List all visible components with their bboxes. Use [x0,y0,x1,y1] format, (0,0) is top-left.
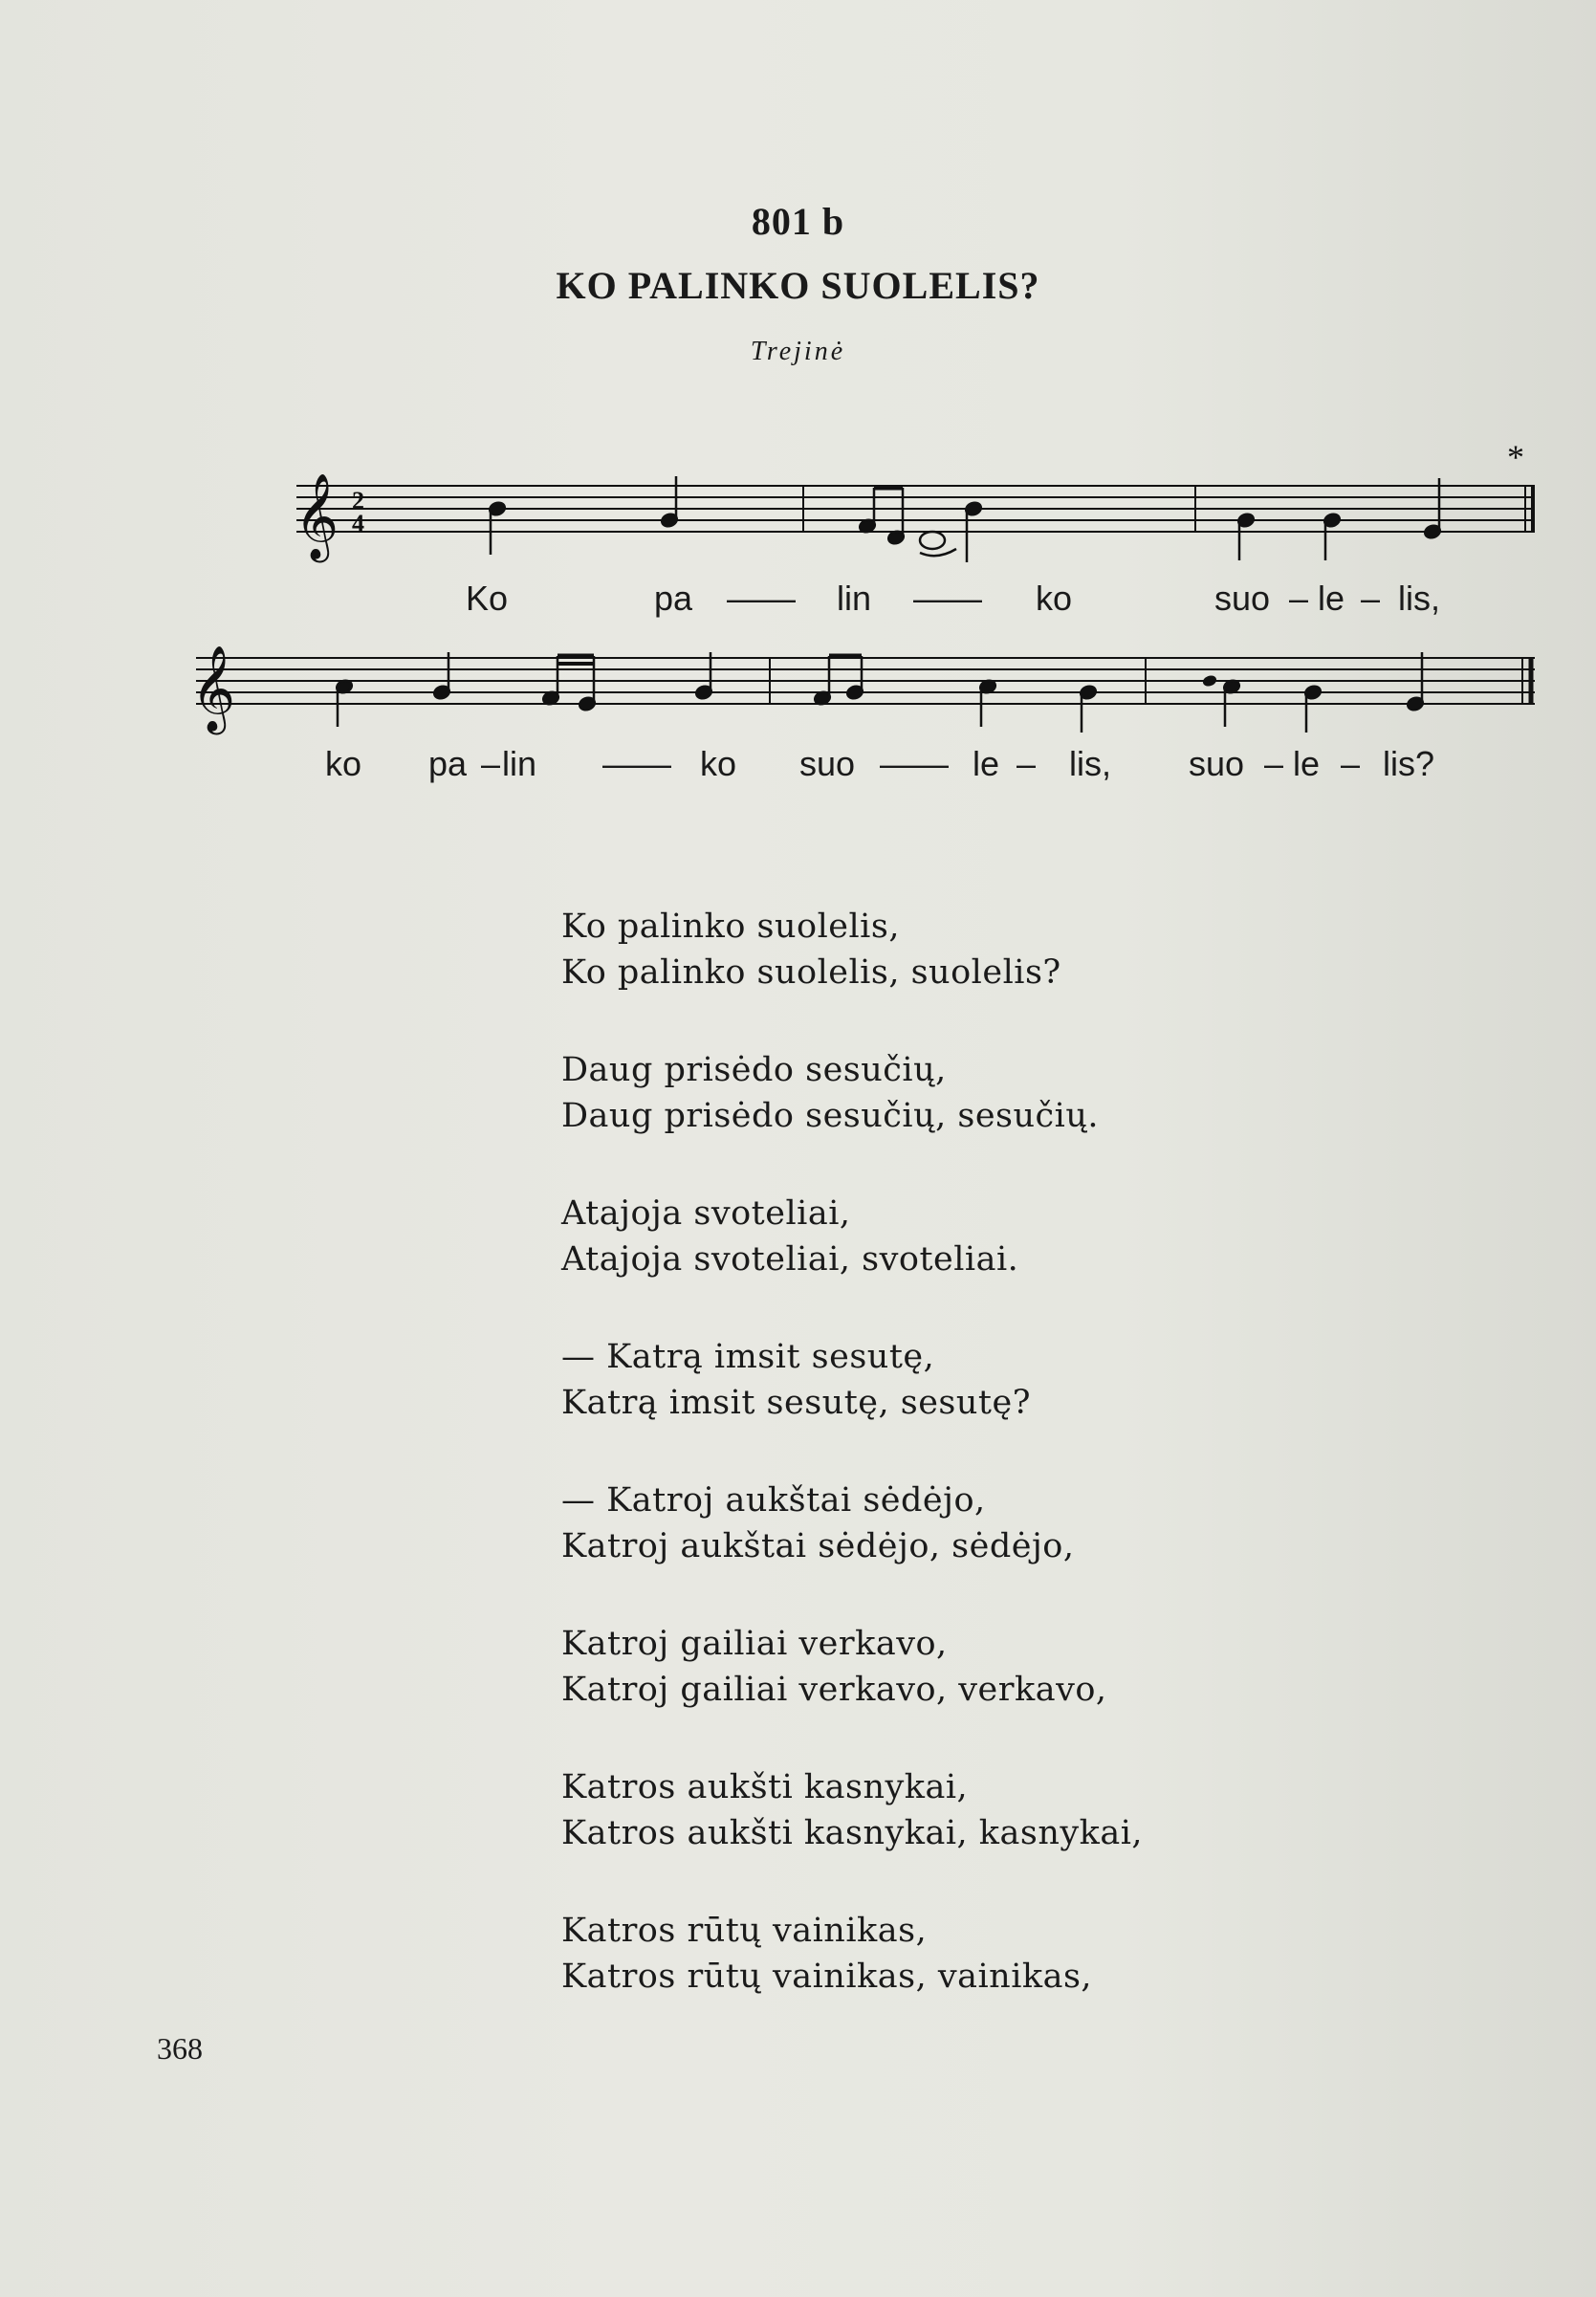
lyric-syllable: lin [502,744,537,783]
lyric-syllable: lis? [1383,744,1435,783]
poem-line: Daug prisėdo sesučių, [561,1051,947,1089]
lyric-syllable: ko [325,744,362,783]
poem-line: Katros aukšti kasnykai, [561,1768,969,1806]
stanza [561,1621,1422,1713]
poem-line: Atajoja svoteliai, svoteliai. [561,1240,1019,1279]
stanza [561,1334,1422,1426]
lyric-syllable: lis, [1069,744,1111,783]
lyric-syllable: suo [1214,579,1271,618]
lyric-syllable: le [973,744,1000,783]
song-title: KO PALINKO SUOLELIS? [556,264,1040,307]
staff-1 [296,486,1535,532]
lyric-hyphen: —— [727,579,796,618]
poem-line: Ko palinko suolelis, [561,908,900,946]
song-subtitle: Trejinė [750,337,846,366]
lyric-syllable: suo [1189,744,1245,783]
treble-clef-icon: 𝄞 [191,645,236,732]
lyric-syllable: ko [700,744,737,783]
footnote-mark: * [1507,440,1524,476]
poem-line: Katroj gailiai verkavo, verkavo, [561,1671,1107,1709]
lyric-syllable: lin [837,579,872,618]
poem-line: Katroj aukštai sėdėjo, sėdėjo, [561,1527,1075,1565]
lyric-syllable: le [1293,744,1321,783]
poem-line: — Katrą imsit sesutę, [561,1338,935,1376]
stanza [561,1191,1422,1282]
lyric-syllable: Ko [466,579,509,618]
stanza [561,1047,1422,1139]
stanza [561,1908,1422,2000]
lyric-syllable: suo [799,744,856,783]
lyric-hyphen: – [1017,744,1037,783]
stanza [561,1477,1422,1569]
staff-2 [196,658,1535,704]
page-number: 368 [157,2031,203,2066]
stanza [561,904,1422,995]
stanza [561,1764,1422,1856]
lyric-hyphen: —— [880,744,949,783]
lyric-syllable: ko [1036,579,1073,618]
poem-line: Atajoja svoteliai, [561,1194,851,1233]
lyric-syllable: lis, [1398,579,1440,618]
lyric-hyphen: – [1341,744,1361,783]
lyric-hyphen: – [1361,579,1381,618]
poem-line: Daug prisėdo sesučių, sesučių. [561,1097,1100,1135]
poem-line: Katros aukšti kasnykai, kasnykai, [561,1814,1144,1852]
poem-line: Ko palinko suolelis, suolelis? [561,953,1061,992]
poem-line: Katros rūtų vainikas, [561,1912,928,1950]
poem-line: — Katroj aukštai sėdėjo, [561,1481,986,1520]
lyric-syllable: pa [428,744,468,783]
poem-line: Katroj gailiai verkavo, [561,1625,948,1663]
lyric-hyphen: —— [602,744,671,783]
lyric-hyphen: – [1264,744,1284,783]
lyric-syllable: pa [654,579,693,618]
lyric-hyphen: – [481,744,501,783]
lyric-hyphen: —— [913,579,982,618]
svg-text:2: 2 [352,487,364,514]
poem-body [561,904,1422,2051]
treble-clef-icon: 𝄞 [295,473,339,559]
song-number: 801 b [751,200,845,243]
lyric-syllable: le [1318,579,1345,618]
svg-text:4: 4 [352,510,364,537]
lyric-hyphen: – [1289,579,1309,618]
poem-line: Katrą imsit sesutę, sesutę? [561,1384,1031,1422]
poem-line: Katros rūtų vainikas, vainikas, [561,1958,1093,1996]
